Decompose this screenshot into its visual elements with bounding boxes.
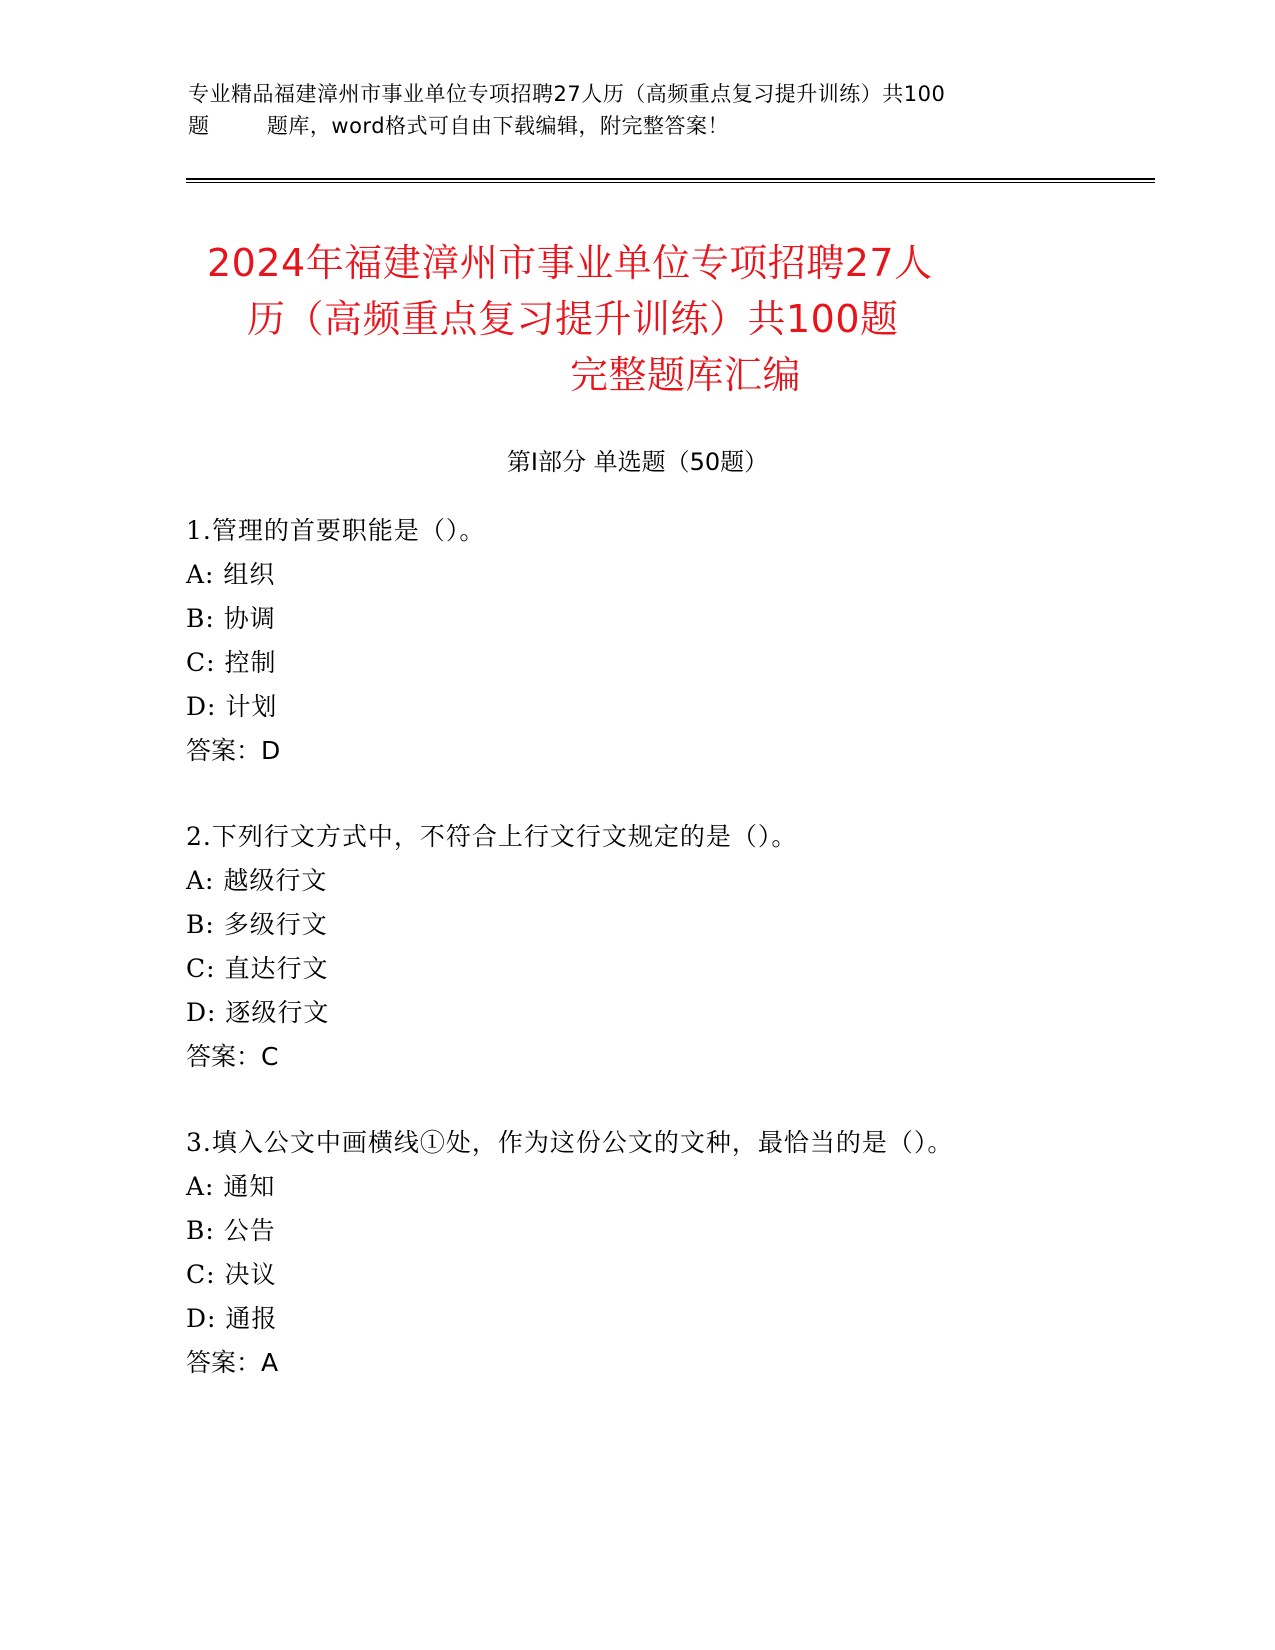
question-stem: 2.下列行文方式中，不符合上行文行文规定的是（）。 <box>186 822 798 851</box>
option-a: A: 通知 <box>186 1172 276 1201</box>
option-b: B: 协调 <box>186 604 276 633</box>
title-line-3: 完整题库汇编 <box>570 353 802 397</box>
option-c: C: 直达行文 <box>186 954 329 983</box>
option-b: B: 公告 <box>186 1216 276 1245</box>
title-line-1: 2024年福建漳州市事业单位专项招聘27人 <box>207 241 933 285</box>
question-stem: 1.管理的首要职能是（）。 <box>186 516 486 545</box>
answer: 答案：C <box>186 1042 279 1071</box>
header-divider-thin <box>186 182 1155 183</box>
header-divider-thick <box>186 178 1155 180</box>
question-stem: 3.填入公文中画横线①处，作为这份公文的文种，最恰当的是（）。 <box>186 1128 954 1157</box>
option-c: C: 控制 <box>186 648 277 677</box>
option-b: B: 多级行文 <box>186 910 328 939</box>
header-text-line-1: 专业精品福建漳州市事业单位专项招聘27人历（高频重点复习提升训练）共100 <box>188 82 946 106</box>
section-heading: 第Ⅰ部分 单选题（50题） <box>506 448 769 476</box>
option-a: A: 越级行文 <box>186 866 328 895</box>
answer: 答案：D <box>186 736 281 765</box>
title-line-2: 历（高频重点复习提升训练）共100题 <box>247 297 899 341</box>
header-text-line-2: 题 题库，word格式可自由下载编辑，附完整答案！ <box>188 114 730 138</box>
option-d: D: 逐级行文 <box>186 998 330 1027</box>
answer: 答案：A <box>186 1348 279 1377</box>
option-c: C: 决议 <box>186 1260 277 1289</box>
option-d: D: 计划 <box>186 692 278 721</box>
option-a: A: 组织 <box>186 560 276 589</box>
option-d: D: 通报 <box>186 1304 278 1333</box>
